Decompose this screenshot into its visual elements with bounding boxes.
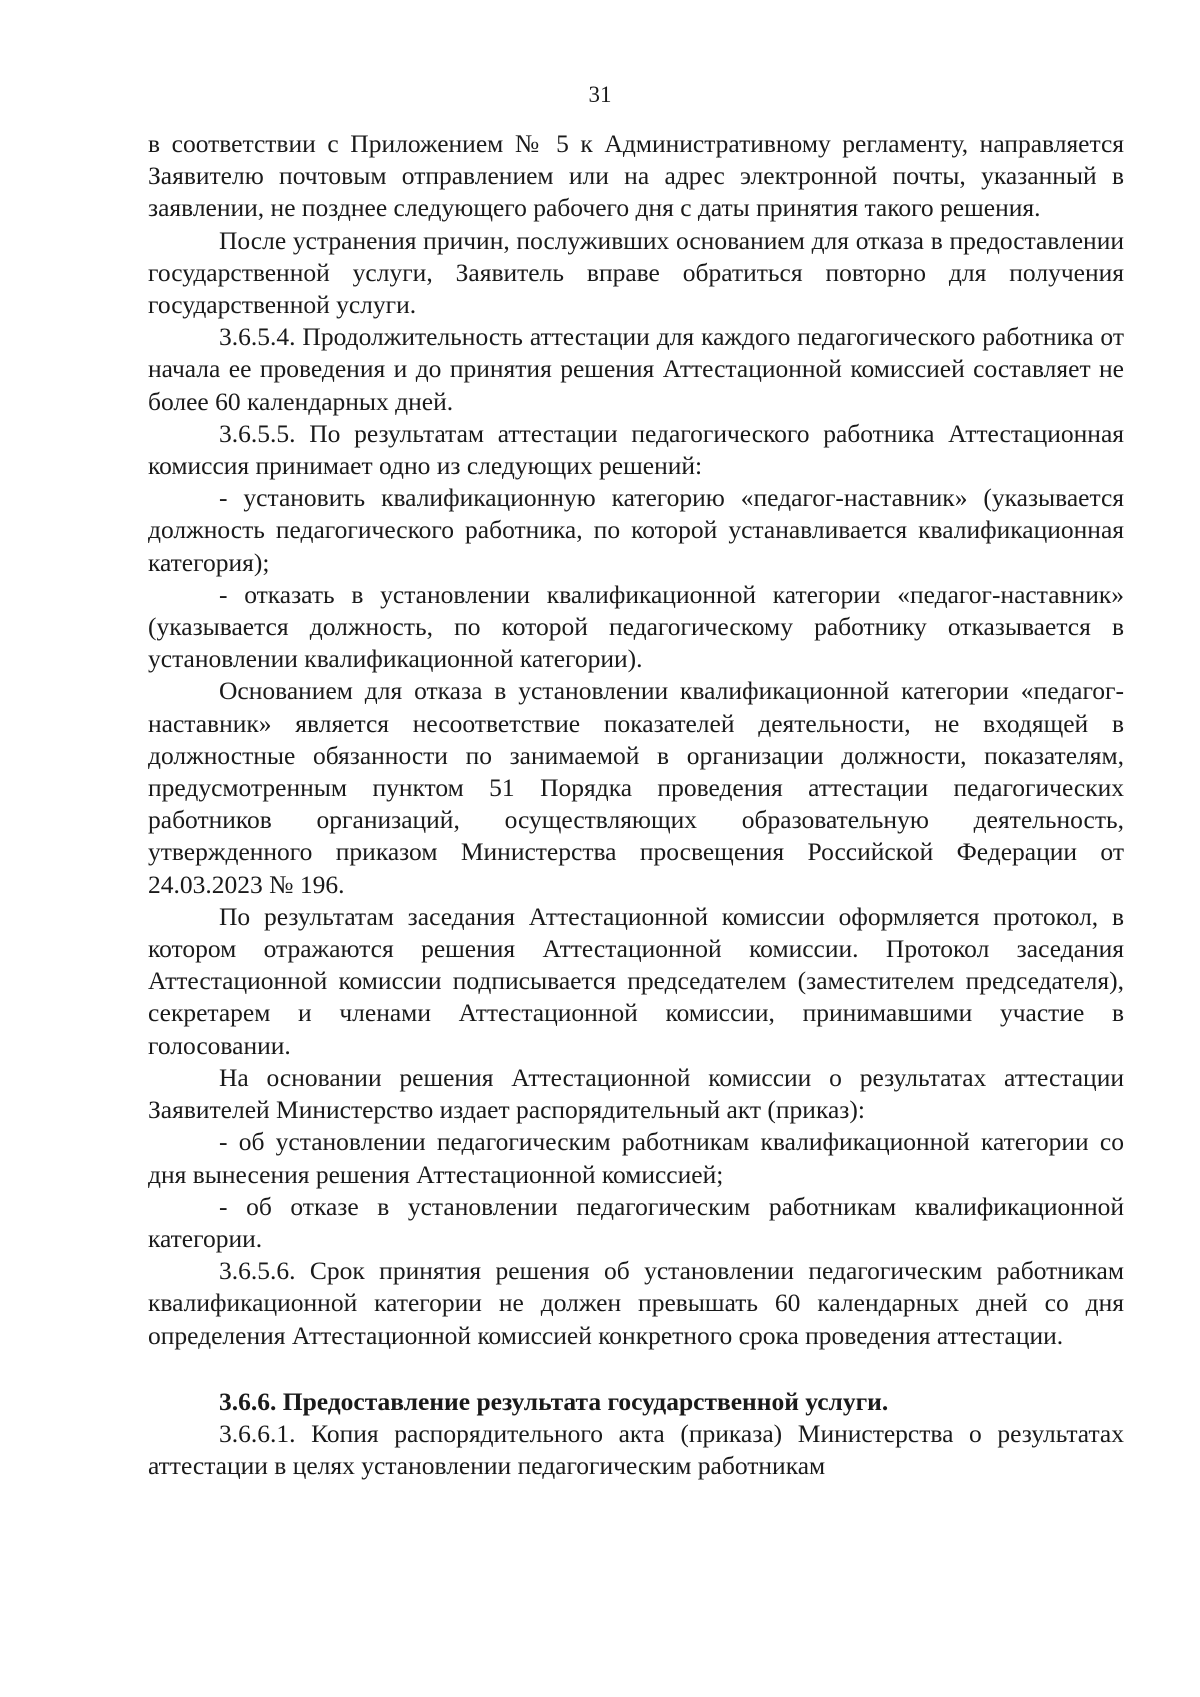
paragraph: После устранения причин, послуживших основанием для отказа в предоставлении государственной услуги, Заявитель вправе обратиться повторно для получения государственной услуги. [148, 225, 1124, 320]
paragraph: По результатам заседания Аттестационной комиссии оформляется протокол, в котором отражаются решения Аттестационной комиссии. Протокол заседания Аттестационной комиссии подписывается председателем (заместителем председателя), секретарем и членами Аттестационной комиссии, принимавшими участие в голосовании. [148, 901, 1124, 1060]
section-heading: 3.6.6. Предоставление результата государственной услуги. [219, 1386, 889, 1416]
page-number: 31 [588, 82, 612, 107]
paragraph: Основанием для отказа в установлении квалификационной категории «педагог-наставник» является несоответствие показателей деятельности, не входящей в должностные обязанности по занимаемой в организации должности, показателям, предусмотренным пунктом 51 Порядка проведения аттестации педагогических работников организаций, осуществляющих образовательную деятельность, утвержденного приказом Министерства просвещения Российской Федерации от 24.03.2023 № 196. [148, 676, 1124, 899]
body-text [148, 128, 1124, 1482]
list-item: - установить квалификационную категорию «педагог-наставник» (указывается должность педагогического работника, по которой устанавливается квалификационная категория); [148, 483, 1124, 577]
paragraph: 3.6.5.4. Продолжительность аттестации для каждого педагогического работника от начала ее проведения и до принятия решения Аттестационной комиссией составляет не более 60 календарных дней. [148, 322, 1124, 416]
list-item: - отказать в установлении квалификационной категории «педагог-наставник» (указывается должность, по которой педагогическому работнику отказывается в установлении квалификационной категории). [148, 579, 1124, 674]
list-item: - об отказе в установлении педагогическим работникам квалификационной категории. [148, 1191, 1124, 1253]
paragraph: 3.6.6.1. Копия распорядительного акта (приказа) Министерства о результатах аттестации в целях установлении педагогическим работникам [148, 1418, 1124, 1481]
paragraph: в соответствии с Приложением № 5 к Административному регламенту, направляется Заявителю почтовым отправлением или на адрес электронной почты, указанный в заявлении, не позднее следующего рабочего дня с даты принятия такого решения. [148, 129, 1124, 223]
paragraph: 3.6.5.6. Срок принятия решения об установлении педагогическим работникам квалификационной категории не должен превышать 60 календарных дней со дня определения Аттестационной комиссией конкретного срока проведения аттестации. [148, 1256, 1124, 1350]
paragraph: На основании решения Аттестационной комиссии о результатах аттестации Заявителей Министерство издает распорядительный акт (приказ): [148, 1062, 1124, 1125]
list-item: - об установлении педагогическим работникам квалификационной категории со дня вынесения решения Аттестационной комиссией; [148, 1127, 1124, 1189]
paragraph: 3.6.5.5. По результатам аттестации педагогического работника Аттестационная комиссия принимает одно из следующих решений: [148, 418, 1124, 481]
